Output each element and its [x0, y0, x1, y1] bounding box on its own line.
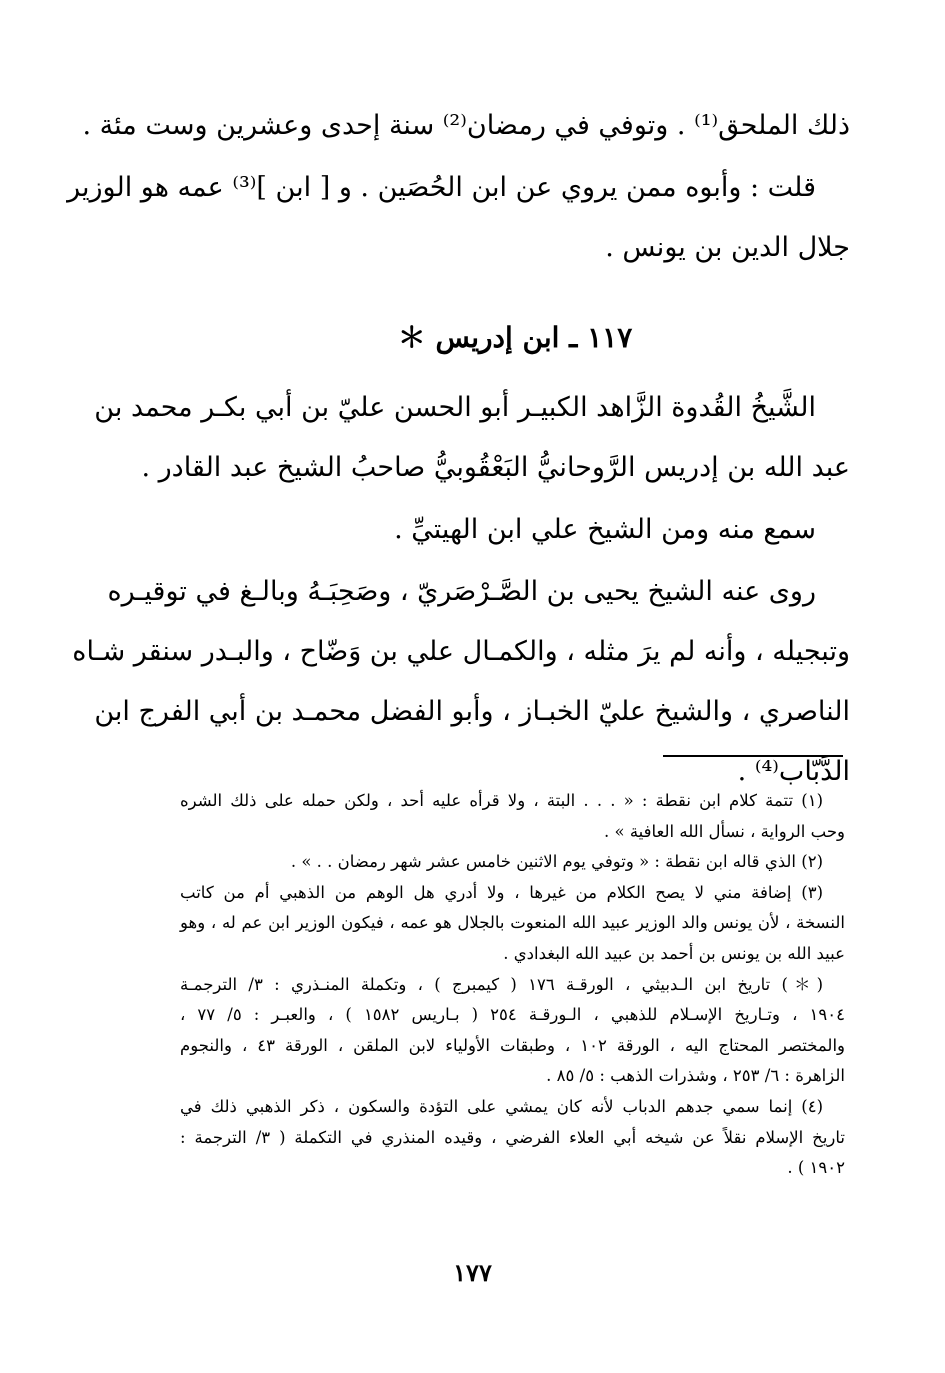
note-paragraph [67, 158, 850, 278]
footnote-line: تاريخ الإسلام نقلاً عن شيخه أبي العلاء الفرضي ، وقيده المنذري في التكملة ( ٣/ الترجمة : [180, 1127, 846, 1147]
footnote-sources [180, 970, 845, 1092]
text-line: روى عنه الشيخ يحيى بن الصَّـرْصَريّ ، وصَحِبَـهُ وبالـغ في توقيـره [107, 576, 816, 607]
footnotes [180, 786, 845, 1184]
text-line: وتبجيله ، وأنه لم يرَ مثله ، والكمـال علي بن وَضّاح ، والبـدر سنقر شـاه [72, 636, 850, 667]
footnote-line: ١٩٠٤ ، وتـاريخ الإسـلام للذهبي ، الـورقـة ٢٥٤ ( بـاريس ١٥٨٢ ) ، والعبـر : ٥/ ٧٧ ، [180, 1005, 845, 1025]
footnote-4 [180, 1092, 845, 1184]
text-line: الدَّبّاب⁽⁴⁾ . [737, 756, 850, 787]
footnote-line: (＊) تاريخ ابن الـدبيثي ، الورقـة ١٧٦ ( كيمبرج ) ، وتكملة المنـذري : ٣/ الترجمـة [180, 974, 824, 994]
footnote-line: (٣) إضافة مني لا يصح الكلام من غيرها ، ولا أدري هل الوهم من الذهبي أم من كاتب [180, 882, 823, 902]
text-line: الشَّيخُ القُدوة الزَّاهد الكبيـر أبو الحسن عليّ بن أبي بكـر محمد بن [94, 392, 816, 423]
footnote-line: والمختصر المحتاج اليه ، الورقة ١٠٢ ، وطبقات الأولياء لابن الملقن ، الورقة ٤٣ ، والنجوم [180, 1035, 845, 1055]
footnote-1 [180, 786, 845, 847]
text-line: جلال الدين بن يونس . [605, 232, 850, 263]
intro-paragraph [82, 96, 850, 156]
footnote-separator [663, 755, 843, 757]
entry-paragraph-2 [180, 500, 850, 560]
footnote-line: (٤) إنما سمي جدهم الدباب لأنه كان يمشي على التؤدة والسكون ، ذكر الذهبي ذلك في [180, 1096, 823, 1116]
text-line: قلت : وأبوه ممن يروي عن ابن الحُصَين . و [ ابن ]⁽³⁾ عمه هو الوزير [67, 172, 816, 203]
text-line: ذلك الملحق⁽¹⁾ . وتوفي في رمضان⁽²⁾ سنة إحدى وعشرين وست مئة . [82, 110, 850, 141]
footnote-line: عبيد الله بن يونس بن أحمد بن عبيد الله البغدادي . [503, 943, 845, 963]
footnote-line: النسخة ، لأن يونس والد الوزير عبيد الله المنعوت بالجلال هو عمه ، فيكون الوزير ابن عم له ، وهو [180, 913, 845, 933]
page-number: ١٧٧ [453, 1258, 492, 1287]
footnote-line: (١) تتمة كلام ابن نقطة : « . . . البتة ، ولا قرأه عليه أحد ، ولكن حمله على ذلك الشره [180, 791, 823, 810]
text-line: سمع منه ومن الشيخ علي ابن الهيتيِّ . [394, 514, 816, 545]
footnote-line: ١٩٠٢ ) . [787, 1158, 845, 1178]
footnote-2 [180, 847, 845, 878]
main-text [67, 96, 850, 804]
entry-paragraph-3 [72, 562, 850, 802]
footnote-line: (٢) الذي قاله ابن نقطة : « وتوفي يوم الاثنين خامس عشر شهر رمضان . . » . [290, 852, 823, 872]
footnote-line: وحب الرواية ، نسأل الله العافية » . [603, 821, 845, 841]
text-line: عبد الله بن إدريس الرَّوحانيُّ البَعْقُوبيُّ صاحبُ الشيخ عبد القادر . [141, 452, 850, 483]
entry-heading: ١١٧ ـ ابن إدريس ＊ [397, 321, 633, 354]
text-line: الناصري ، والشيخ عليّ الخبـاز ، وأبو الفضل محمـد بن أبي الفرج ابن [94, 696, 850, 727]
footnote-3 [180, 878, 845, 970]
footnote-line: الزاهرة : ٦/ ٢٥٣ ، وشذرات الذهب : ٥/ ٨٥ . [546, 1066, 845, 1086]
entry-paragraph-1 [94, 378, 850, 498]
